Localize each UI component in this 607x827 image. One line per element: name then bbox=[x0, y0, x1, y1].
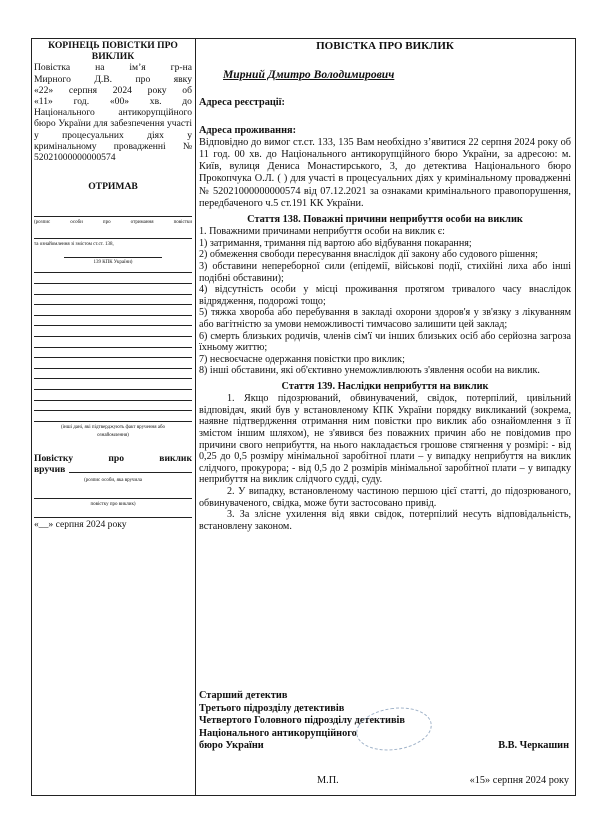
signature-line bbox=[64, 257, 162, 258]
residence-address-label: Адреса проживання: bbox=[199, 124, 297, 136]
kpk-caption: 139 КПК України) bbox=[93, 260, 133, 266]
signature-line bbox=[34, 498, 192, 499]
article-138-title: Стаття 138. Поважні причини неприбуття особи на виклик bbox=[247, 214, 523, 226]
signature-line bbox=[34, 517, 192, 518]
article-139-paragraph-3: 3. За злісне ухилення від явки свідок, потерпілий несуть відповідальність, встановлену законом. bbox=[199, 509, 571, 532]
signature-line bbox=[34, 216, 192, 217]
signature-line bbox=[34, 238, 192, 239]
counterfoil-body: Національного антикорупційного бюро України для забезпечення участі у процесуальних діях у кримінальному провадженні № 52021000000000574 bbox=[34, 107, 192, 164]
counterfoil-date: «__» серпня 2024 року bbox=[34, 519, 127, 531]
counterfoil-line: «22» серпня 2024 року об bbox=[34, 84, 192, 96]
summons-main-text: Відповідно до вимог ст.ст. 133, 135 Вам необхідно з’явитися 22 серпня 2024 року об 11 год. 00 хв. до Національного антикорупційного бюро України, за адресою: м. Київ, вулиця Дениса Монастирського, 3, до детектива Національного бюро Прокопчука О.Л. ( ) для участі в процесуальних діях у кримінальному провадженні № 52021000000000574 від 07.12.2021 за ознаками кримінального правопорушення, передбаченого ч.5 ст.191 КК України. bbox=[199, 136, 571, 209]
article-138-list: 1. Поважними причинами неприбуття особи на виклик є: 1) затримання, тримання під вартою або відбування покарання; 2) обмеження свободи пересування внаслідок дії закону або судового рішення; 3) обставини непереборної сили (епідемії, військові події, стихійні лиха або інші подібні обставини); 4) відсутність особи у місці проживання протягом тривалого часу внаслідок відрядження, подорожі тощо; 5) тяжка хвороба або перебування в закладі охорони здоров'я у зв'язку з лікуванням або вагітністю за умови неможливості тимчасово залишити цей заклад; 6) смерть близьких родичів, членів сім'ї чи інших близьких осіб або серйозна загроза їхньому життю; 7) несвоєчасне одержання повістки про виклик; 8) інші обставини, які об'єктивно унеможливлюють з'явлення особи на виклик. bbox=[199, 226, 571, 377]
signer-position-1: Старший детектив bbox=[199, 690, 288, 701]
seal-place-label: М.П. bbox=[317, 775, 339, 786]
counterfoil-line: Мирного Д.В. про явку bbox=[34, 73, 192, 85]
signer-position-4: Національного антикорупційного bbox=[199, 727, 357, 739]
other-caption-2: ознайомлення) bbox=[97, 432, 129, 438]
counterfoil-line: Повістка на ім’я гр-на bbox=[34, 62, 192, 74]
counterfoil-line: «11» год. «00» хв. до bbox=[34, 96, 192, 108]
signer-position-5: бюро України bbox=[199, 740, 264, 752]
counterfoil-title-2: ВИКЛИК bbox=[91, 51, 135, 63]
delivered-line: Повістку про виклик bbox=[34, 452, 192, 464]
signer-position-3: Четвертого Головного підрозділу детективів bbox=[199, 715, 405, 727]
column-divider bbox=[195, 38, 196, 796]
signature-caption: (розпис особи про отримання повістки bbox=[34, 220, 193, 226]
registration-address-label: Адреса реєстрації: bbox=[199, 97, 285, 109]
received-title: ОТРИМАВ bbox=[88, 181, 138, 193]
notes-lines bbox=[34, 272, 192, 421]
counterfoil-title: КОРІНЕЦЬ ПОВІСТКИ ПРО bbox=[48, 40, 178, 51]
familiar-caption: та ознайомлення зі змістом ст.ст. 138, bbox=[34, 242, 114, 248]
notice-caption: повістку про виклик) bbox=[90, 502, 136, 508]
delivered-line-2: вручив bbox=[34, 464, 192, 475]
article-139-title: Стаття 139. Наслідки неприбуття на виклик bbox=[281, 380, 489, 392]
summons-title: ПОВІСТКА ПРО ВИКЛИК bbox=[316, 40, 454, 52]
summons-column bbox=[199, 40, 571, 532]
article-139-paragraph-2: 2. У випадку, встановленому частиною першою цієї статті, до підозрюваного, обвинуваченого, свідка, може бути застосовано привід. bbox=[199, 485, 571, 509]
other-caption: (інші дані, які підтверджують факт вручення або bbox=[60, 424, 166, 430]
counterfoil-column bbox=[34, 40, 192, 530]
deliverer-caption: (розпис особи, яка вручила bbox=[84, 478, 142, 484]
signer-position-2: Третього підрозділу детективів bbox=[199, 702, 345, 714]
summons-date: «15» серпня 2024 року bbox=[469, 775, 569, 786]
article-139-paragraph-1: 1. Якщо підозрюваний, обвинувачений, свідок, потерпілий, цивільний відповідач, який був у встановленому КПК України порядку викликаний (зокрема, наявне підтвердження отримання ним повістки про виклик або ознайомлення з її змістом іншим шляхом), не з'явився без поважних причин або не повідомив про причини свого неприбуття, на нього накладається грошове стягнення у розмірі: - від 0,25 до 0,5 розміру мінімальної заробітної плати – у випадку неприбуття на виклик слідчого, прокурора; - від 0,5 до 2 розмірів мінімальної заробітної плати – у випадку неприбуття на виклик слідчого судді, суду. bbox=[199, 393, 571, 486]
addressee-name: Мирний Дмитро Володимирович bbox=[223, 68, 395, 82]
signer-name: В.В. Черкашин bbox=[498, 740, 569, 752]
